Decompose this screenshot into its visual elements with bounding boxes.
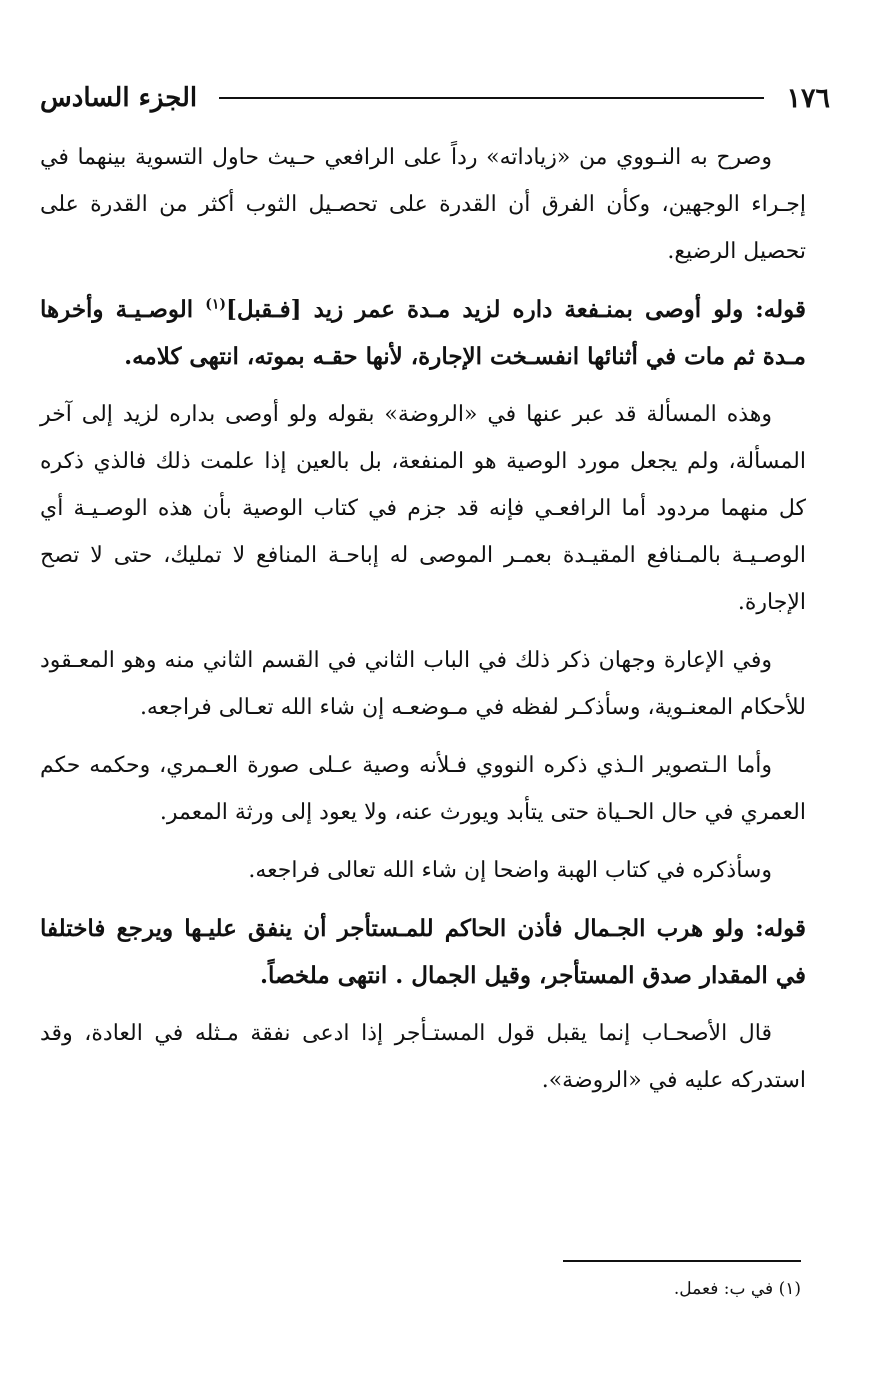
paragraph-2: وهذه المسألة قد عبر عنها في «الروضة» بقوله ولو أوصى بداره لزيد إلى آخر المسألة، ولم يجعل مورد الوصية هو المنفعة، بل بالعين إذا علمت ذلك فالذي ذكره كل منهما مردود أما الرافعـي فإنه قد جزم في كتاب الوصية بأن هذه الوصـيـة أي الوصـيـة بالمـنافع المقيـدة بعمـر الموصى له إباحـة المنافع لا تمليك، حتى لا تصح الإجارة. [40,402,806,615]
page-number: ١٧٦ [786,82,830,114]
paragraph-3: وفي الإعارة وجهان ذكر ذلك في الباب الثاني في القسم الثاني منه وهو المعـقود للأحكام المعنـوية، وسأذكـر لفظه في مـوضعـه إن شاء الله تعـالى فراجعه. [40,648,806,720]
running-title: الجزء السادس [40,83,198,113]
quoted-passage-1-text: قوله: ولو أوصى بمنـفعة داره لزيد مـدة عمر زيد [فـقبل] [226,296,806,323]
paragraph-6: قال الأصحـاب إنما يقبل قول المستـأجر إذا ادعى نفقة مـثله في العادة، وقد استدركه عليه في «الروضة». [40,1021,806,1093]
page-body [40,134,806,1115]
paragraph-5: وسأذكره في كتاب الهبة واضحا إن شاء الله تعالى فراجعه. [248,858,772,883]
page-header [40,78,830,118]
paragraph-4: وأما الـتصوير الـذي ذكره النووي فـلأنه وصية عـلى صورة العـمري، وحكمه حكم العمري في حال الحـياة حتى يتأبد ويورث عنه، ولا يعود إلى ورثة المعمر. [40,753,806,825]
footnote-reference[interactable]: (١) [205,296,227,313]
header-rule [219,97,764,99]
footnote: (١) في ب: فعمل. [673,1279,801,1299]
quoted-passage-1-text-cont: الوصـيـة وأخرها مـدة ثم مات في أثنائها انفسـخت الإجارة، لأنها حقـه بموته، انتهى كلامه. [40,296,806,370]
footnote-rule [563,1260,801,1262]
paragraph-1: وصرح به النـووي من «زياداته» رداً على الرافعي حـيث حاول التسوية بينهما في إجـراء الوجهين، وكأن الفرق أن القدرة على تحصـيل الثوب أكثر من القدرة على تحصيل الرضيع. [40,145,806,264]
quoted-passage-2: قوله: ولو هرب الجـمال فأذن الحاكم للمـستأجر أن ينفق عليـها ويرجع فاختلفا في المقدار صدق المستأجر، وقيل الجمال . انتهى ملخصاً. [40,915,806,989]
quoted-passage-1 [40,286,806,380]
